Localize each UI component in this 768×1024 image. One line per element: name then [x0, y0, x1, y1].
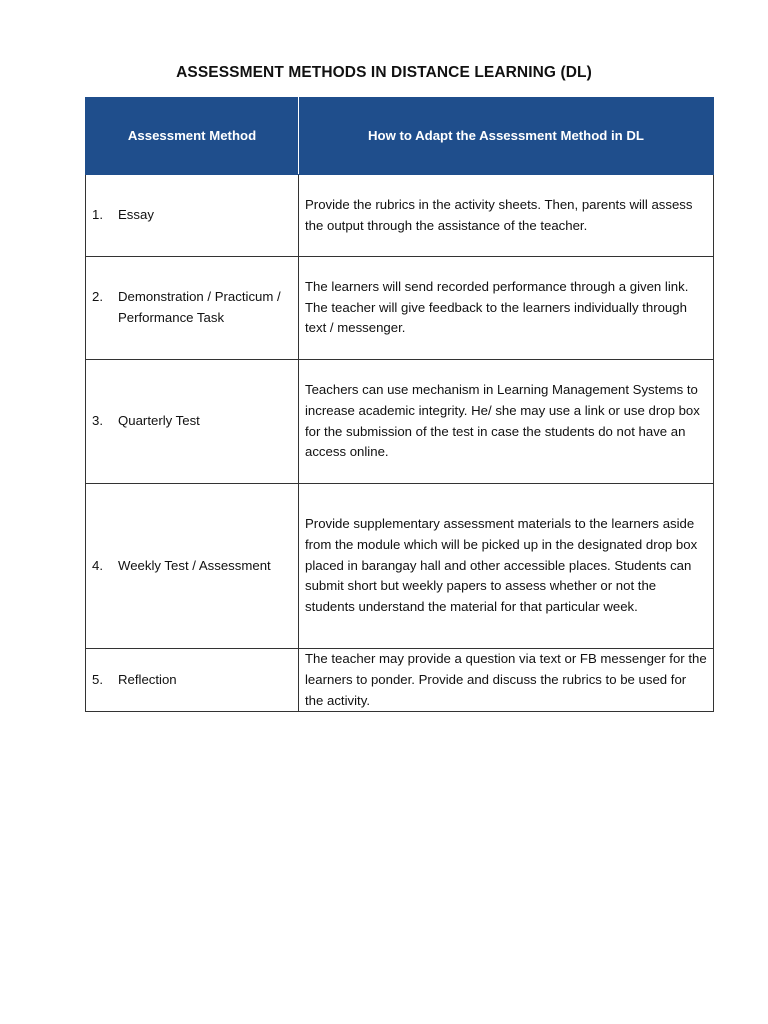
method-cell [86, 175, 299, 257]
table-row [86, 175, 714, 257]
column-header-adaptation: How to Adapt the Assessment Method in DL [299, 98, 714, 175]
method-name: Essay [118, 207, 154, 223]
method-name: Reflection [118, 671, 177, 687]
assessment-methods-table [85, 97, 714, 712]
row-number: 1. [92, 207, 103, 223]
method-cell [86, 649, 299, 712]
method-cell [86, 360, 299, 484]
table-row [86, 484, 714, 649]
method-cell [86, 257, 299, 360]
method-name: Weekly Test / Assessment [118, 557, 271, 573]
method-cell [86, 484, 299, 649]
table-row [86, 360, 714, 484]
row-number: 5. [92, 671, 103, 687]
table-row [86, 649, 714, 712]
adaptation-cell: Provide the rubrics in the activity sheets. Then, parents will assess the output through the assistance of the teacher. [299, 175, 714, 257]
table-header-row [86, 98, 714, 175]
adaptation-cell: Provide supplementary assessment materials to the learners aside from the module which will be picked up in the designated drop box placed in barangay hall and other accessible places. Students can submit short but weekly papers to assess whether or not the students understand the material for that particular week. [299, 484, 714, 649]
table-row [86, 257, 714, 360]
method-name: Quarterly Test [118, 413, 200, 429]
method-name: Demonstration / Practicum / Performance Task [118, 289, 281, 325]
page-title: ASSESSMENT METHODS IN DISTANCE LEARNING (DL) [176, 64, 592, 81]
adaptation-cell: The learners will send recorded performance through a given link. The teacher will give feedback to the learners individually through text / messenger. [299, 257, 714, 360]
adaptation-cell: Teachers can use mechanism in Learning Management Systems to increase academic integrity. He/ she may use a link or use drop box for the submission of the test in case the students do not have an access online. [299, 360, 714, 484]
row-number: 3. [92, 413, 103, 429]
row-number: 2. [92, 289, 103, 305]
adaptation-cell: The teacher may provide a question via text or FB messenger for the learners to ponder. Provide and discuss the rubrics to be used for the activity. [299, 649, 714, 712]
column-header-method: Assessment Method [86, 98, 299, 175]
row-number: 4. [92, 557, 103, 573]
